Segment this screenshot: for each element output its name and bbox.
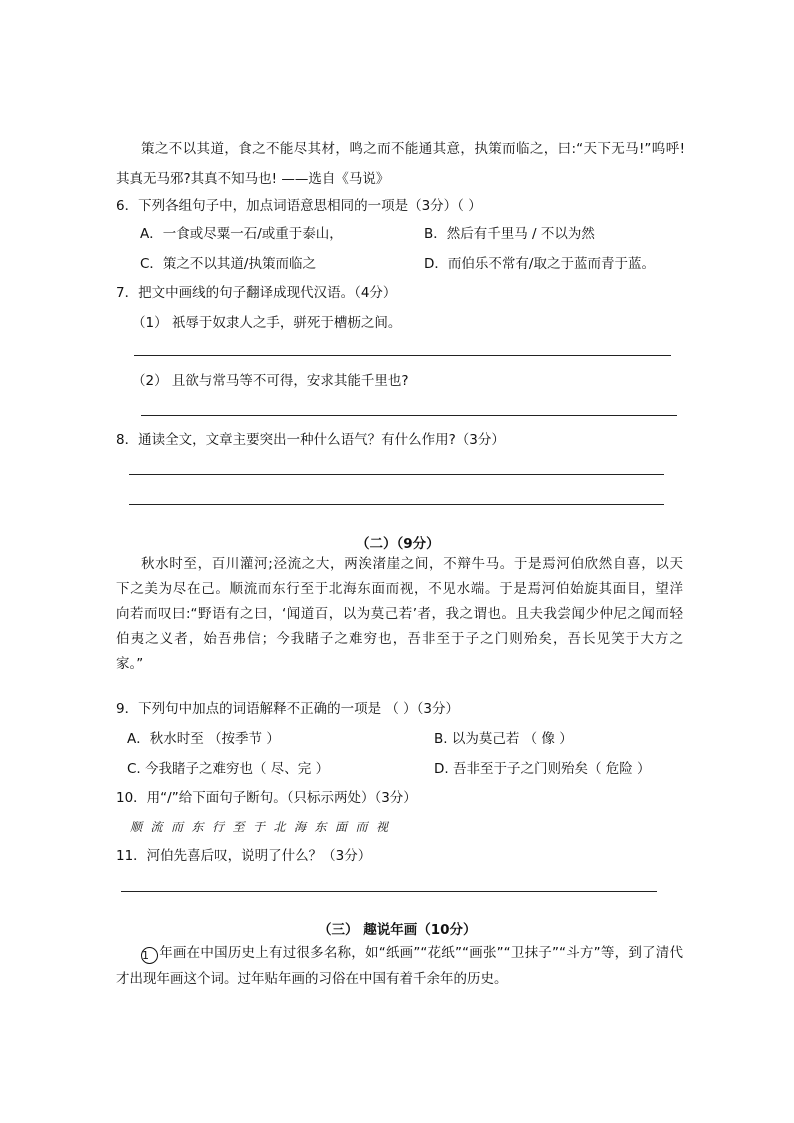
answer-line[interactable] bbox=[121, 891, 657, 892]
question-7-sentence-1: （1） 祇辱于奴隶人之手，骈死于槽枥之间。 bbox=[132, 315, 402, 331]
passage-line: 向若而叹曰:“野语有之曰，‘闻道百，以为莫己若’者，我之谓也。且夫我尝闻少仲尼之闻而轻 bbox=[116, 606, 683, 622]
section-2-heading: （二）（9分） bbox=[356, 536, 440, 552]
question-7-stem: 7．把文中画线的句子翻译成现代汉语。（4分） bbox=[116, 285, 397, 301]
question-11-stem: 11．河伯先喜后叹，说明了什么？（3分） bbox=[116, 848, 372, 864]
passage-line: 1 年画在中国历史上有过很多名称，如“纸画”“花纸”“画张”“卫抹子”“斗方”等，到了清代 bbox=[142, 945, 683, 962]
question-10-stem: 10．用“/”给下面句子断句。（只标示两处）（3分） bbox=[116, 790, 417, 806]
question-9-option-a: A．秋水时至 （按季节 ） bbox=[127, 731, 280, 747]
passage-line: 下之美为尽在己。顺流而东行至于北海东面而视，不见水端。于是焉河伯始旋其面目，望洋 bbox=[116, 581, 683, 597]
question-10-sentence: 顺流而东行至于北海东面而视 bbox=[130, 820, 397, 834]
question-9-option-b: B. 以为莫己若 （ 像 ） bbox=[434, 731, 573, 747]
answer-line[interactable] bbox=[129, 474, 664, 475]
passage-line: 家。” bbox=[116, 656, 144, 672]
answer-line[interactable] bbox=[129, 504, 664, 505]
answer-line[interactable] bbox=[134, 355, 671, 356]
passage-line: 才出现年画这个词。过年贴年画的习俗在中国有着千余年的历史。 bbox=[116, 971, 508, 987]
answer-line[interactable] bbox=[141, 415, 677, 416]
passage-line: 秋水时至，百川灌河;泾流之大，两涘渚崖之间，不辩牛马。于是焉河伯欣然自喜，以天 bbox=[141, 556, 683, 572]
question-6-option-c: C．策之不以其道/执策而临之 bbox=[140, 256, 316, 272]
question-7-sentence-2: （2） 且欲与常马等不可得，安求其能千里也? bbox=[132, 373, 409, 389]
question-9-stem: 9．下列句中加点的词语解释不正确的一项是 （ ）（3分） bbox=[116, 701, 460, 717]
section-3-heading: （三） 趣说年画（10分） bbox=[318, 922, 477, 938]
question-6-stem: 6．下列各组句子中，加点词语意思相同的一项是（3分）（ ） bbox=[116, 198, 482, 214]
paragraph-number: 1 bbox=[141, 947, 158, 964]
question-6-option-a: A．一食或尽粟一石/或重于泰山， bbox=[140, 226, 343, 242]
question-9-option-d: D. 吾非至于子之门则殆矣（ 危险 ） bbox=[434, 761, 651, 777]
question-6-option-d: D．而伯乐不常有/取之于蓝而青于蓝。 bbox=[424, 256, 655, 272]
question-6-option-b: B．然后有千里马 / 不以为然 bbox=[424, 226, 595, 242]
passage-line: 其真无马邪?其真不知马也! ——选自《马说》 bbox=[116, 171, 390, 187]
passage-line: 伯夷之义者，始吾弗信；今我睹子之难穷也，吾非至于子之门则殆矣，吾长见笑于大方之 bbox=[116, 631, 683, 647]
question-8-stem: 8．通读全文，文章主要突出一种什么语气？有什么作用?（3分） bbox=[116, 432, 505, 448]
question-9-option-c: C. 今我睹子之难穷也（ 尽、完 ） bbox=[127, 761, 330, 777]
passage-line: 策之不以其道，食之不能尽其材，鸣之而不能通其意，执策而临之，曰:“天下无马!”呜呼! bbox=[141, 141, 685, 157]
